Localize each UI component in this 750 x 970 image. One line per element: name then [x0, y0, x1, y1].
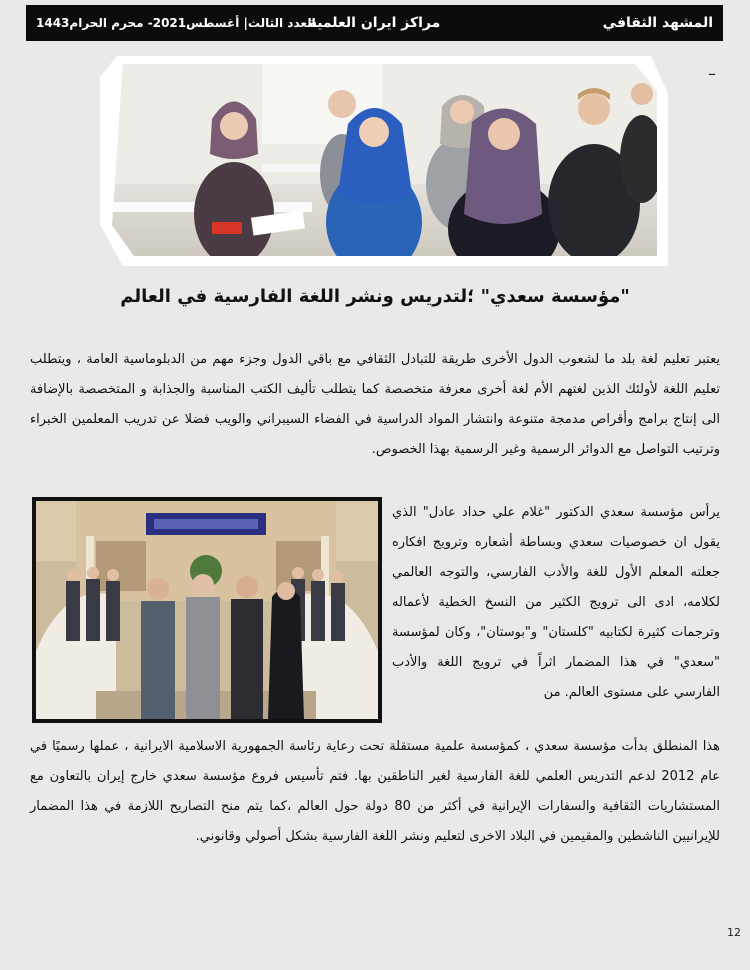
section-title: المشهد الثقافي [602, 15, 713, 31]
issue-info: العدد الثالث| أغسطس2021- محرم الحرام1443 [36, 16, 316, 30]
classroom-photo [112, 64, 657, 256]
paragraph-intro: يعتبر تعليم لغة بلد ما لشعوب الدول الأخرى طريقة للتبادل الثقافي مع باقي الدول وجزء مهم من الدبلوماسية العامة ، ويتطلب تعليم اللغة لأولئك الذين لغتهم الأم لغة أخرى معرفة متخصصة كما يتطلب تأليف الكتب المناسبة والجذابة و المتخصصة بالإضافة الى إنتاج برامج وأقراص مدمجة متنوعة وانتشار المواد الدراسية في الفضاء السيبراني والويب فضلا عن تدريب المعلمين الخبراء وترتيب التواصل مع الدوائر الرسمية وغير الرسمية بهذا الخصوص. [30, 352, 720, 457]
page-header [26, 5, 723, 41]
dash-mark: – [708, 64, 716, 83]
article-title: "مؤسسة سعدي" ؛لتدريس ونشر اللغة الفارسية في العالم [120, 286, 630, 307]
publication-title: مراكز ايران العلمية [308, 15, 441, 31]
paragraph-director: يرأس مؤسسة سعدي الدكتور "غلام علي حداد عادل" الذي يقول ان خصوصيات سعدي وبساطة أشعاره وترويج افكاره جعلته المعلم الأول للغة والأدب الفارسي، والتوجه العالمي لكلامه، ادى الى ترويج الكثير من النسخ الخطية لأعماله وترجمات كثيرة لكتابيه "كلستان" و"بوستان"، وكان لمؤسسة "سعدي" في هذا المضمار اثراً في ترويج اللغة والأدب الفارسي على مستوى العالم. من [392, 505, 720, 700]
page-number: 12 [727, 926, 741, 939]
paragraph-history: هذا المنطلق بدأت مؤسسة سعدي ، كمؤسسة علمية مستقلة تحت رعاية رئاسة الجمهورية الاسلامية الايرانية ، عملها رسميًا في عام 2012 لدعم التدريس العلمي للغة الفارسية لغير الناطقين بها. فتم تأسيس فروع مؤسسة سعدي خارج إيران بالتعاون مع المستشاريات الثقافية والسفارات الإيرانية في أكثر من 80 دولة حول العالم ،كما يتم منح التصاريح اللازمة في هذا المضمار للإيرانيين الناشطين والمقيمين في البلاد الاخرى لتعليم ونشر اللغة الفارسية بشكل أصولي وقانوني. [30, 739, 721, 844]
group-photo [32, 497, 382, 723]
